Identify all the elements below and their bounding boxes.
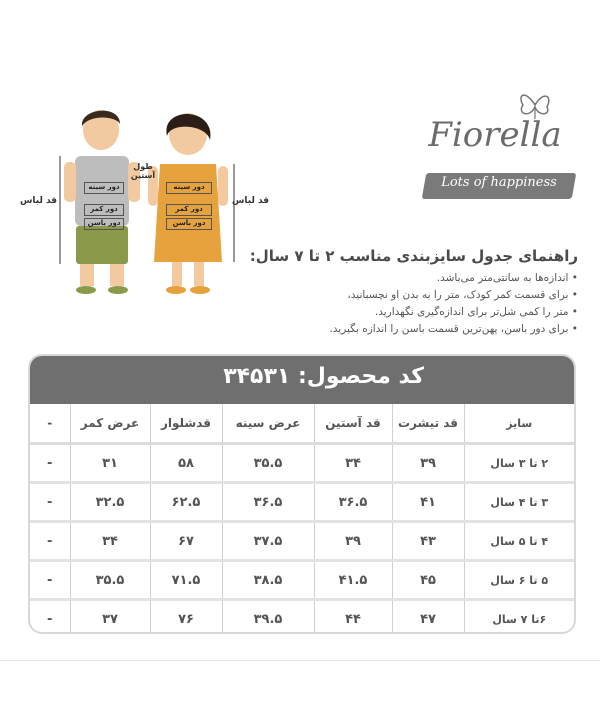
- header-size: سایز: [464, 404, 574, 444]
- cell: ۴۵: [392, 561, 464, 600]
- guide-item: • برای قسمت کمر کودک، متر را به بدن او نچسبانید،: [278, 287, 578, 304]
- cell-size: ۲ تا ۳ سال: [464, 444, 574, 483]
- cell: ۳۵.۵: [70, 561, 150, 600]
- cell-size: ۴ تا ۵ سال: [464, 522, 574, 561]
- table-row: [30, 444, 574, 483]
- cell: ۳۵.۵: [222, 444, 314, 483]
- cell: ۷۱.۵: [150, 561, 222, 600]
- kids-illustration: [20, 100, 270, 305]
- guide-item: • متر را کمی شل‌تر برای اندازه‌گیری نگهدارید.: [278, 304, 578, 321]
- boy-sleeve-label: طول آستین: [130, 162, 156, 180]
- cell-size: ۳ تا ۴ سال: [464, 483, 574, 522]
- brand-name: Fiorella: [428, 115, 562, 155]
- header-pants-length: قدشلوار: [150, 404, 222, 444]
- cell: ۳۴: [70, 522, 150, 561]
- cell: ۳۹.۵: [222, 600, 314, 635]
- cell: ۵۸: [150, 444, 222, 483]
- table-row: [30, 600, 574, 635]
- table-row: [30, 522, 574, 561]
- bottom-blank-area: [0, 660, 600, 721]
- cell-size: ۵ تا ۶ سال: [464, 561, 574, 600]
- size-table-card: [28, 354, 576, 634]
- boy-chest-box: دور سینه: [84, 182, 124, 194]
- cell: -: [30, 522, 70, 561]
- boy-hip-box: دور باسن: [84, 218, 124, 230]
- boy-waist-box: دور کمر: [84, 204, 124, 216]
- header-shirt-length: قد تیشرت: [392, 404, 464, 444]
- header-chest-width: عرض سینه: [222, 404, 314, 444]
- girl-length-label: قد لباس: [232, 196, 270, 206]
- cell: ۳۱: [70, 444, 150, 483]
- table-header-row: [30, 404, 574, 444]
- cell: ۳۹: [314, 522, 392, 561]
- cell: ۳۹: [392, 444, 464, 483]
- boy-length-label: قد لباس: [20, 196, 58, 206]
- table-row: [30, 561, 574, 600]
- brand-tagline: Lots of happiness: [441, 175, 557, 190]
- cell: ۳۷.۵: [222, 522, 314, 561]
- cell: ۳۴: [314, 444, 392, 483]
- cell: ۳۷: [70, 600, 150, 635]
- header-waist-width: عرض کمر: [70, 404, 150, 444]
- cell: ۴۷: [392, 600, 464, 635]
- cell: -: [30, 483, 70, 522]
- guide-item: • برای دور باسن، پهن‌ترین قسمت باسن را اندازه بگیرید.: [278, 321, 578, 338]
- girl-hip-box: دور باسن: [166, 218, 212, 230]
- cell: ۴۳: [392, 522, 464, 561]
- size-table: [30, 404, 574, 634]
- cell: ۳۶.۵: [314, 483, 392, 522]
- cell: -: [30, 444, 70, 483]
- header-empty: -: [30, 404, 70, 444]
- cell: ۳۲.۵: [70, 483, 150, 522]
- brand-logo: [420, 85, 580, 215]
- girl-waist-box: دور کمر: [166, 204, 212, 216]
- cell-size: ۶تا ۷ سال: [492, 612, 547, 626]
- header-sleeve-length: قد آستین: [314, 404, 392, 444]
- product-code-header: [30, 356, 574, 404]
- cell: ۶۷: [150, 522, 222, 561]
- cell: ۳۶.۵: [222, 483, 314, 522]
- girl-chest-box: دور سینه: [166, 182, 212, 194]
- cell: ۴۱.۵: [314, 561, 392, 600]
- cell: ۳۸.۵: [222, 561, 314, 600]
- cell: -: [30, 600, 70, 635]
- cell: -: [30, 561, 70, 600]
- guide-list: [278, 270, 578, 338]
- cell: ۶۲.۵: [150, 483, 222, 522]
- product-code: کد محصول: ۳۴۵۳۱: [223, 364, 424, 389]
- cell: ۴۴: [314, 600, 392, 635]
- table-row: [30, 483, 574, 522]
- cell: ۷۶: [150, 600, 222, 635]
- cell: ۴۱: [392, 483, 464, 522]
- guide-item: • اندازه‌ها به سانتی‌متر می‌باشد.: [278, 270, 578, 287]
- guide-title: راهنمای جدول سایزبندی مناسب ۲ تا ۷ سال:: [249, 247, 578, 265]
- boy-figure: [64, 110, 140, 294]
